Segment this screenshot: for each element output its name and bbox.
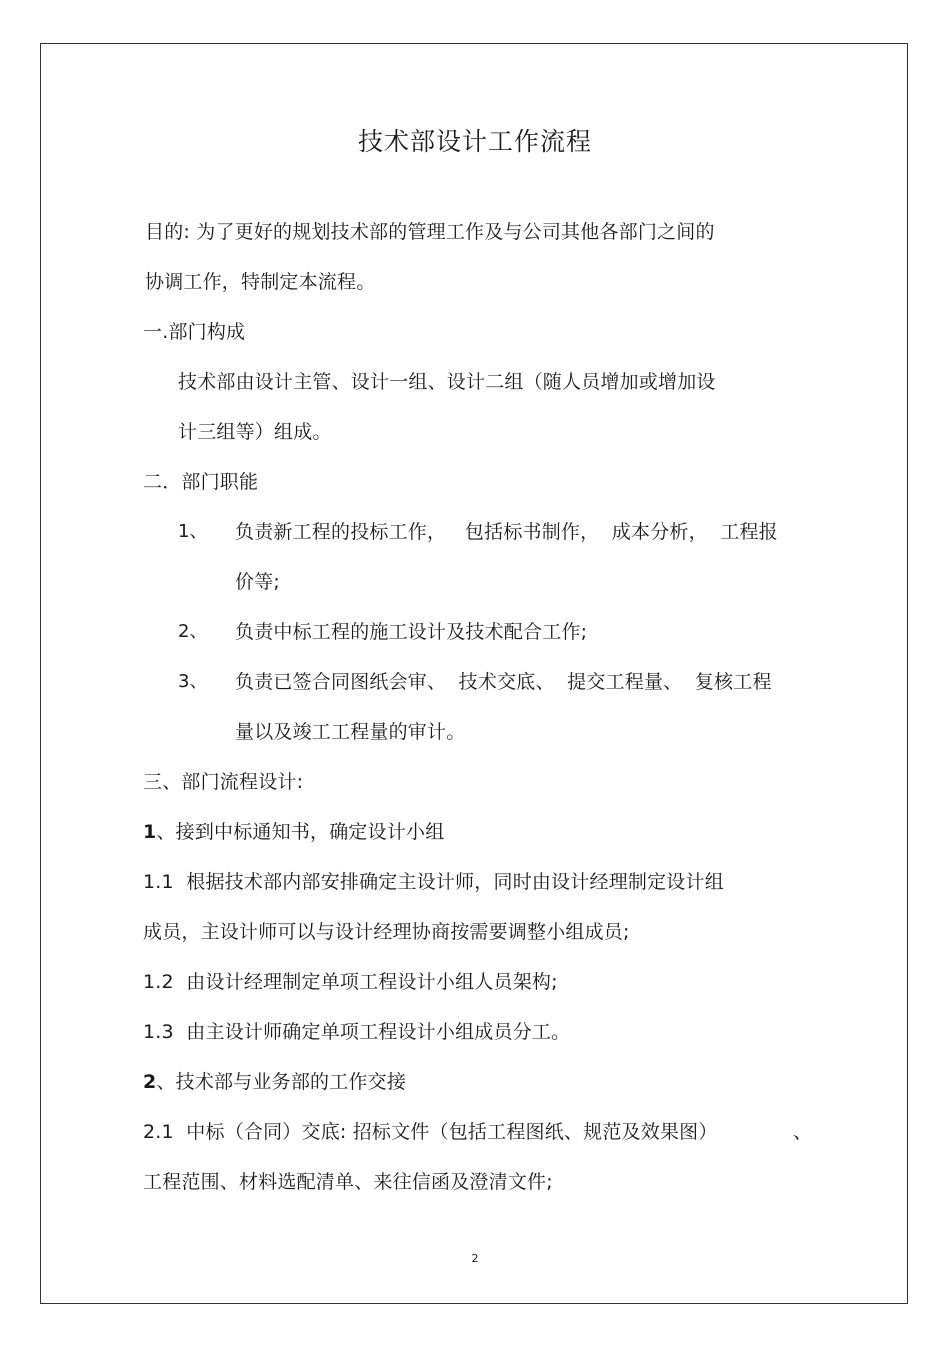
section-2-heading: 二．部门职能 [143, 471, 259, 493]
section-1-heading: 一.部门构成 [143, 321, 246, 343]
step-1-heading-text: 、接到中标通知书，确定设计小组 [156, 821, 445, 843]
para-2-1-line-1: 2.1 中标（合同）交底: 招标文件（包括工程图纸、规范及效果图） [143, 1121, 718, 1143]
section-3-heading: 三、部门流程设计: [143, 771, 304, 793]
purpose-line-2: 协调工作，特制定本流程。 [145, 271, 376, 293]
step-2-number: 2 [143, 1071, 157, 1093]
page-number: 2 [471, 1252, 479, 1265]
para-1-3: 1.3 由主设计师确定单项工程设计小组成员分工。 [143, 1021, 571, 1043]
para-1-1-line-1: 1.1 根据技术部内部安排确定主设计师，同时由设计经理制定设计组 [143, 871, 724, 893]
item-3-number: 3、 [178, 671, 208, 692]
step-2-heading [143, 1070, 406, 1094]
step-1-heading [143, 820, 444, 844]
purpose-line-1: 目的: 为了更好的规划技术部的管理工作及与公司其他各部门之间的 [145, 221, 715, 243]
para-1-2: 1.2 由设计经理制定单项工程设计小组人员架构; [143, 971, 558, 993]
para-2-1-line-2: 工程范围、材料选配清单、来往信函及澄清文件; [143, 1171, 553, 1193]
para-2-1-tail: 、 [793, 1121, 813, 1143]
step-2-heading-text: 、技术部与业务部的工作交接 [156, 1071, 407, 1093]
section-1-line-2: 计三组等）组成。 [178, 421, 332, 443]
document-title: 技术部设计工作流程 [357, 127, 592, 156]
item-2-number: 2、 [178, 621, 208, 642]
item-1-line-1: 负责新工程的投标工作， 包括标书制作， 成本分析， 工程报 [235, 521, 778, 543]
item-3-line-2: 量以及竣工工程量的审计。 [235, 721, 466, 743]
item-1-number: 1、 [178, 521, 208, 542]
para-1-1-line-2: 成员，主设计师可以与设计经理协商按需要调整小组成员; [143, 921, 630, 943]
section-1-line-1: 技术部由设计主管、设计一组、设计二组（随人员增加或增加设 [178, 371, 716, 393]
item-3-line-1: 负责已签合同图纸会审、 技术交底、 提交工程量、 复核工程 [235, 671, 772, 693]
item-1-line-2: 价等; [235, 571, 281, 593]
item-2-line-1: 负责中标工程的施工设计及技术配合工作; [235, 621, 588, 643]
step-1-number: 1 [143, 821, 157, 843]
